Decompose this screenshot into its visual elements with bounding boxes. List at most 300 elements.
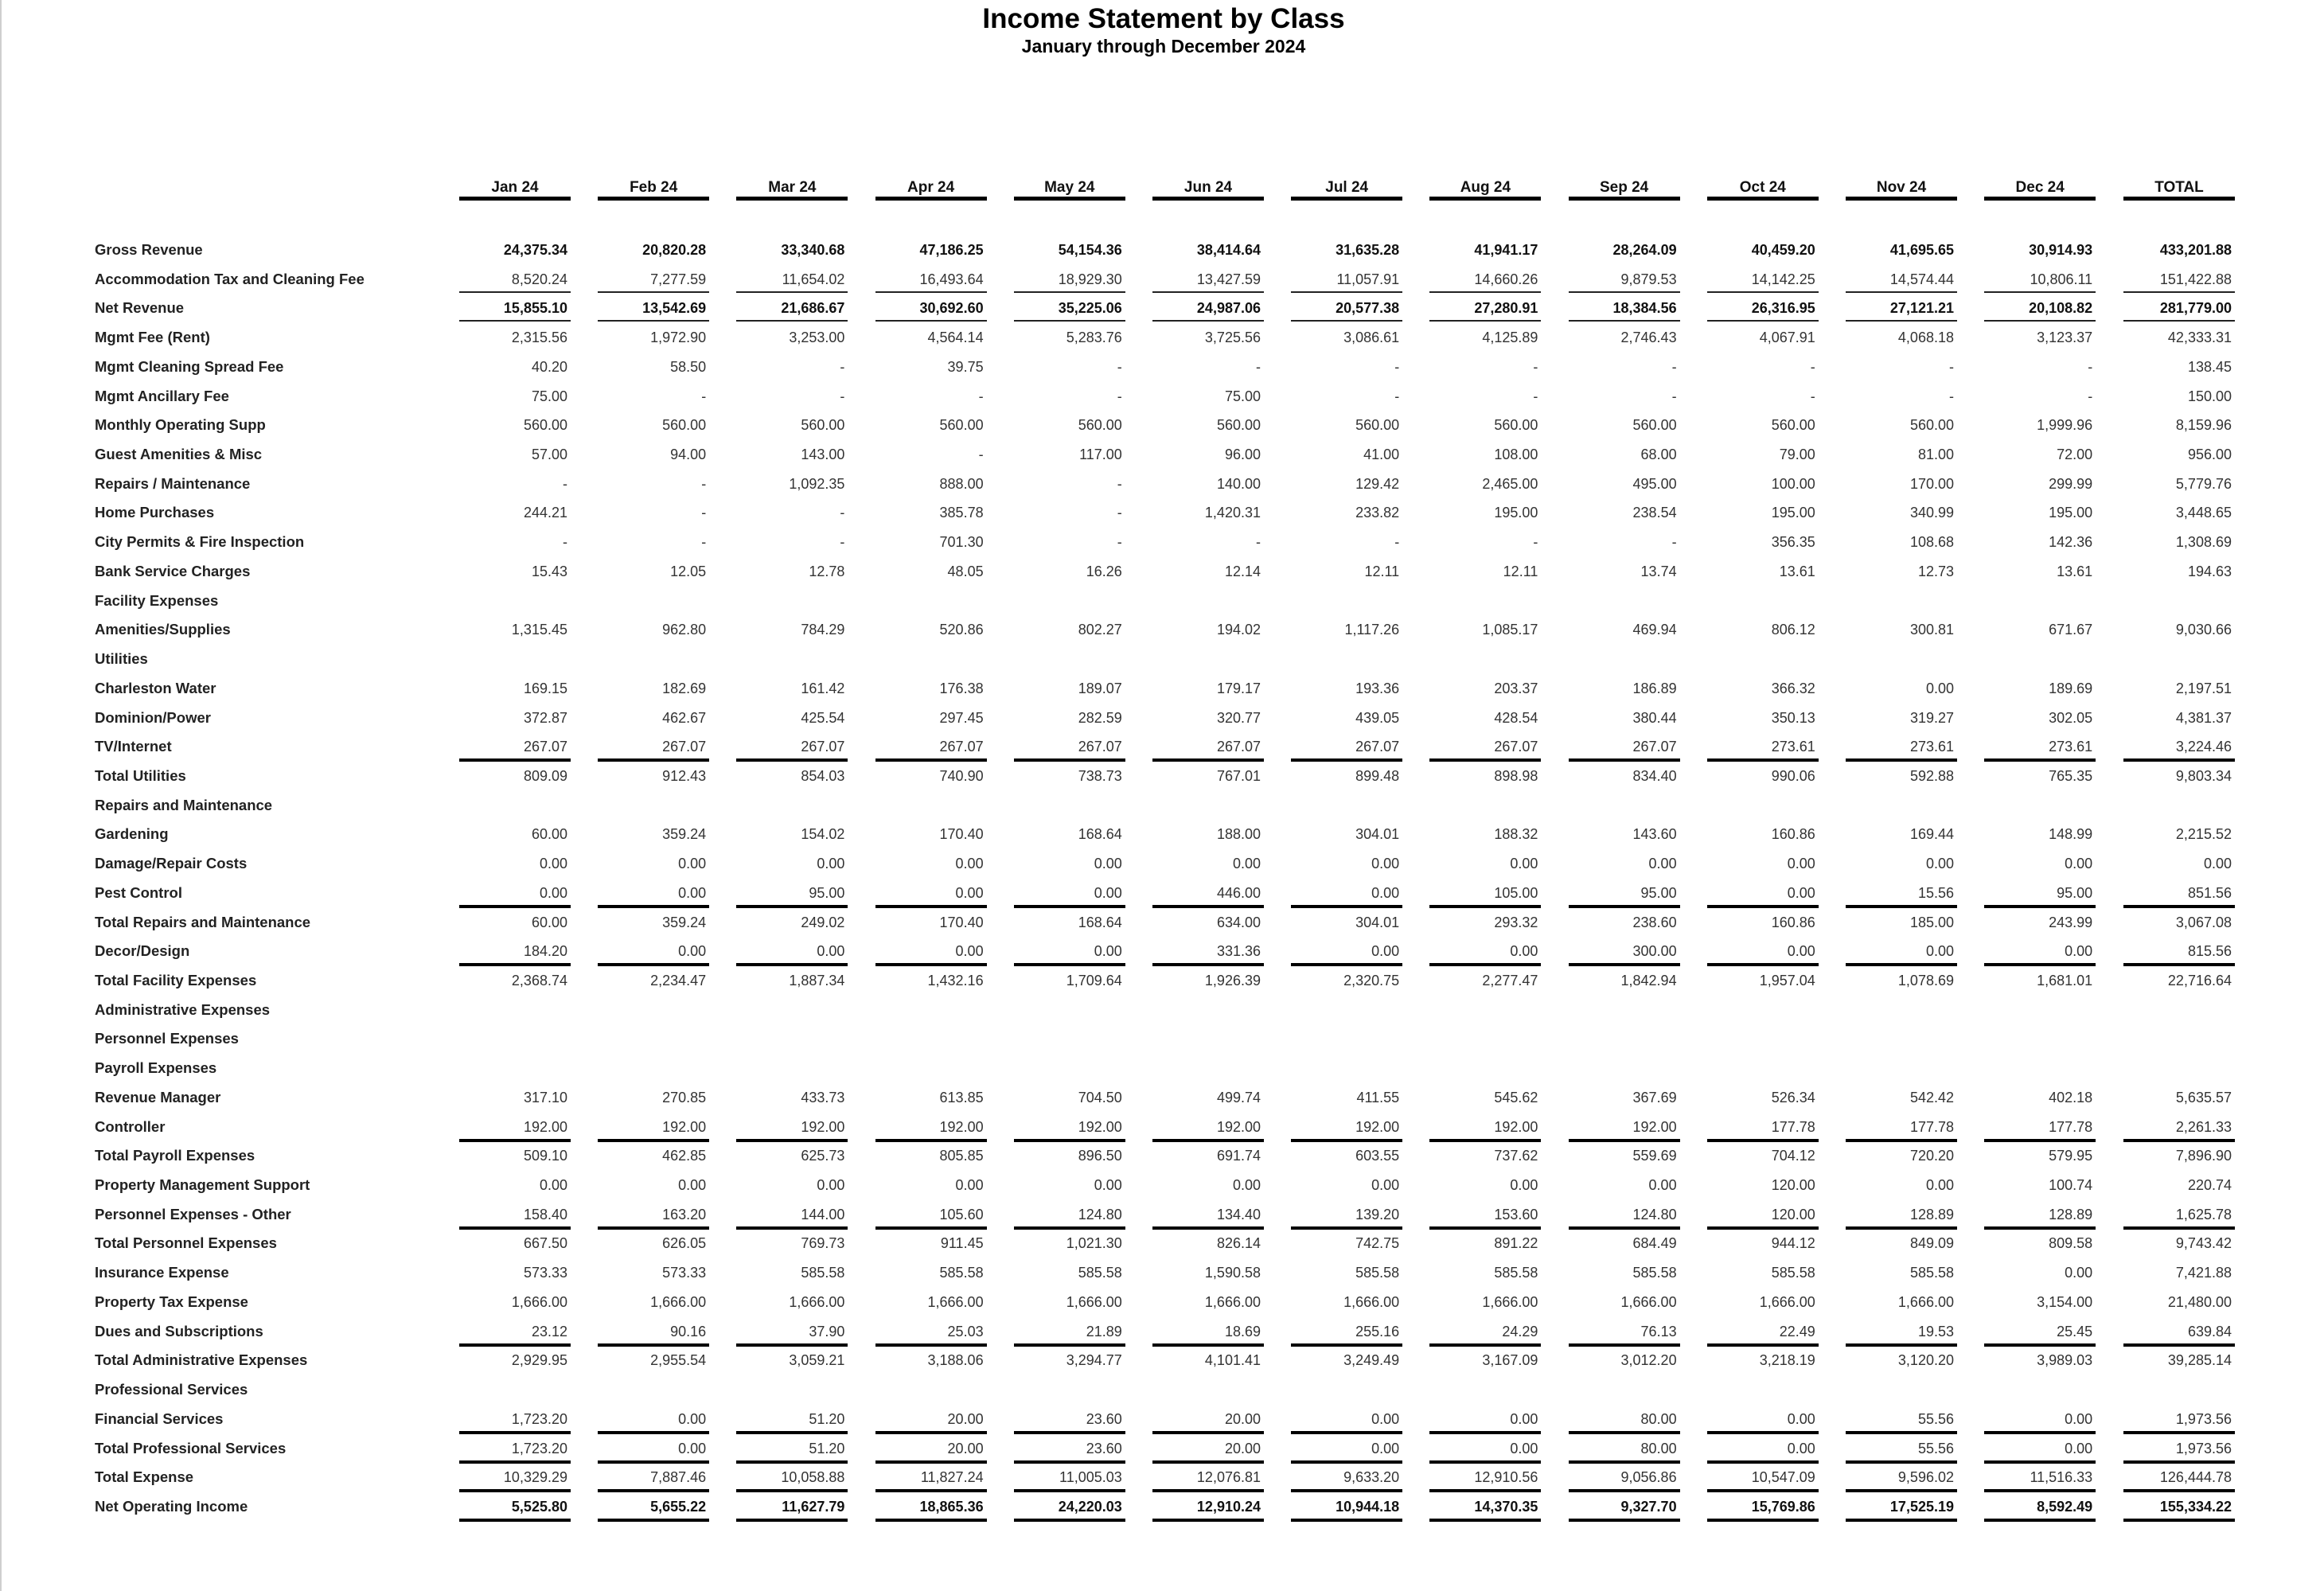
table-cell: 177.78 — [1909, 1118, 1954, 1135]
table-cell: 1,092.35 — [789, 475, 845, 492]
row-label: Repairs and Maintenance — [95, 796, 273, 813]
table-cell: 0.00 — [1787, 1440, 1815, 1456]
row-label: Total Repairs and Maintenance — [95, 913, 311, 930]
table-cell: 90.16 — [670, 1323, 707, 1339]
report-title: Income Statement by Class — [982, 3, 1345, 34]
table-cell: 195.00 — [2049, 505, 2093, 521]
table-cell: 76.13 — [1640, 1323, 1677, 1339]
table-cell: 20,820.28 — [642, 242, 707, 258]
table-cell: - — [1394, 534, 1400, 551]
table-cell: 11,005.03 — [1059, 1469, 1122, 1486]
table-cell: 0.00 — [1925, 680, 1954, 696]
table-cell: 27,121.21 — [1889, 300, 1954, 317]
table-cell: 304.01 — [1355, 826, 1400, 843]
table-cell: 273.61 — [1909, 739, 1954, 755]
table-cell: 765.35 — [2049, 767, 2093, 784]
table-cell: 192.00 — [1078, 1118, 1122, 1135]
column-header-apr-24: Apr 24 — [875, 177, 987, 201]
table-cell: - — [1533, 358, 1538, 375]
table-cell: 194.63 — [2187, 563, 2232, 579]
table-cell: - — [1394, 388, 1400, 404]
total-rule — [1984, 1226, 2096, 1230]
table-cell: 499.74 — [1216, 1089, 1261, 1106]
table-cell: - — [701, 505, 707, 521]
total-rule — [2123, 1343, 2235, 1347]
table-cell: 13,542.69 — [642, 300, 707, 317]
total-rule — [875, 291, 987, 293]
table-cell: 51.20 — [809, 1440, 845, 1456]
table-cell: 23.12 — [531, 1323, 567, 1339]
table-cell: 3,188.06 — [927, 1352, 984, 1369]
table-cell: 153.60 — [1494, 1206, 1538, 1222]
table-cell: 177.78 — [2049, 1118, 2093, 1135]
table-cell: 20,577.38 — [1336, 300, 1400, 317]
table-cell: 1,926.39 — [1204, 973, 1261, 989]
table-cell: 603.55 — [1355, 1148, 1400, 1164]
table-cell: 2,234.47 — [650, 973, 707, 989]
table-cell: 10,058.88 — [781, 1469, 845, 1486]
table-cell: 667.50 — [523, 1235, 567, 1252]
table-cell: 585.58 — [1771, 1265, 1815, 1281]
table-cell: 30,914.93 — [2029, 242, 2093, 258]
row-label: Accommodation Tax and Cleaning Fee — [95, 270, 365, 287]
table-cell: 26,316.95 — [1751, 300, 1815, 317]
table-cell: 193.36 — [1355, 680, 1400, 696]
table-cell: 12,910.24 — [1196, 1498, 1261, 1515]
total-rule — [1429, 758, 1541, 762]
table-cell: 95.00 — [2057, 884, 2093, 901]
total-rule — [1429, 1489, 1541, 1492]
table-cell: 281,779.00 — [2159, 300, 2232, 317]
table-cell: 40.20 — [531, 358, 567, 375]
table-cell: 20.00 — [1224, 1410, 1261, 1427]
table-cell: 0.00 — [1094, 884, 1122, 901]
total-rule — [1014, 1226, 1125, 1230]
total-rule — [1569, 1139, 1680, 1142]
table-cell: 3,224.46 — [2175, 739, 2232, 755]
table-cell: 462.67 — [662, 709, 707, 726]
table-cell: 7,896.90 — [2175, 1148, 2232, 1164]
table-cell: - — [1394, 358, 1400, 375]
table-cell: 912.43 — [662, 767, 707, 784]
total-rule — [459, 1343, 571, 1347]
table-cell: 2,746.43 — [1620, 330, 1677, 346]
table-cell: 293.32 — [1494, 914, 1538, 930]
table-cell: 1,709.64 — [1066, 973, 1122, 989]
table-cell: 0.00 — [1371, 1410, 1400, 1427]
total-rule — [1846, 1489, 1957, 1492]
table-cell: 47,186.25 — [919, 242, 984, 258]
table-cell: 560.00 — [662, 417, 707, 434]
row-label: TV/Internet — [95, 738, 172, 755]
row-label: Facility Expenses — [95, 591, 219, 609]
total-rule — [1846, 1460, 1957, 1464]
table-cell: 0.00 — [955, 884, 984, 901]
total-rule — [2123, 1460, 2235, 1464]
table-cell: 560.00 — [939, 417, 984, 434]
table-cell: - — [1256, 358, 1261, 375]
total-rule — [1707, 291, 1819, 293]
total-rule — [1707, 1519, 1819, 1522]
table-cell: 0.00 — [817, 943, 845, 960]
table-cell: 68.00 — [1640, 446, 1677, 463]
total-rule — [1152, 1489, 1264, 1492]
table-cell: - — [840, 534, 845, 551]
table-cell: 3,725.56 — [1204, 330, 1261, 346]
table-cell: 12.05 — [670, 563, 707, 579]
total-rule — [736, 320, 848, 322]
total-rule — [598, 1489, 709, 1492]
table-cell: 385.78 — [939, 505, 984, 521]
table-cell: 9,056.86 — [1620, 1469, 1677, 1486]
table-cell: 0.00 — [1925, 1177, 1954, 1194]
table-cell: 356.35 — [1771, 534, 1815, 551]
table-cell: 806.12 — [1771, 622, 1815, 638]
table-cell: 9,633.20 — [1343, 1469, 1400, 1486]
table-cell: 18,929.30 — [1058, 271, 1122, 287]
total-rule — [1291, 963, 1402, 966]
row-label: Total Utilities — [95, 766, 186, 784]
row-label: Net Revenue — [95, 299, 185, 317]
row-label: Total Payroll Expenses — [95, 1147, 255, 1164]
table-cell: 54,154.36 — [1058, 242, 1122, 258]
table-cell: 15.56 — [1917, 884, 1954, 901]
table-cell: 139.20 — [1355, 1206, 1400, 1222]
table-cell: 805.85 — [939, 1148, 984, 1164]
total-rule — [1984, 1460, 2096, 1464]
table-cell: 41,695.65 — [1889, 242, 1954, 258]
total-rule — [1152, 1519, 1264, 1522]
table-cell: 2,368.74 — [511, 973, 567, 989]
table-cell: 0.00 — [1371, 856, 1400, 872]
table-cell: 815.56 — [2187, 943, 2232, 960]
table-cell: 809.58 — [2049, 1235, 2093, 1252]
total-rule — [1429, 291, 1541, 293]
table-cell: 48.05 — [947, 563, 984, 579]
table-cell: 446.00 — [1216, 884, 1261, 901]
table-cell: 8,159.96 — [2175, 417, 2232, 434]
table-cell: 192.00 — [801, 1118, 845, 1135]
table-cell: 1,887.34 — [789, 973, 845, 989]
table-cell: 192.00 — [1355, 1118, 1400, 1135]
table-cell: 2,929.95 — [511, 1352, 567, 1369]
total-rule — [1984, 758, 2096, 762]
table-cell: 0.00 — [1648, 1177, 1677, 1194]
table-cell: 138.45 — [2187, 358, 2232, 375]
total-rule — [875, 1431, 987, 1434]
table-cell: 12.73 — [1917, 563, 1954, 579]
total-rule — [1846, 320, 1957, 322]
table-cell: 10,806.11 — [2030, 271, 2093, 287]
table-cell: 75.00 — [531, 388, 567, 404]
table-cell: 684.49 — [1632, 1235, 1677, 1252]
total-rule — [875, 1139, 987, 1142]
table-cell: 366.32 — [1771, 680, 1815, 696]
table-cell: 1,957.04 — [1759, 973, 1815, 989]
table-cell: 2,197.51 — [2175, 680, 2232, 696]
table-cell: 160.86 — [1771, 826, 1815, 843]
table-cell: 161.42 — [801, 680, 845, 696]
table-cell: 299.99 — [2049, 475, 2093, 492]
table-cell: 4,067.91 — [1759, 330, 1815, 346]
table-cell: 439.05 — [1355, 709, 1400, 726]
total-rule — [1707, 1431, 1819, 1434]
total-rule — [1984, 1489, 2096, 1492]
total-rule — [736, 1431, 848, 1434]
table-cell: 331.36 — [1216, 943, 1261, 960]
table-cell: 691.74 — [1216, 1148, 1261, 1164]
total-rule — [1291, 291, 1402, 293]
total-rule — [1707, 1226, 1819, 1230]
row-label: Total Personnel Expenses — [95, 1234, 277, 1252]
table-cell: 1,666.00 — [927, 1293, 984, 1310]
total-rule — [1846, 758, 1957, 762]
total-rule — [1291, 758, 1402, 762]
table-cell: 143.00 — [801, 446, 845, 463]
table-cell: 1,972.90 — [650, 330, 707, 346]
total-rule — [736, 1519, 848, 1522]
table-cell: 1,590.58 — [1204, 1265, 1261, 1281]
table-cell: 267.07 — [801, 739, 845, 755]
table-cell: 634.00 — [1216, 914, 1261, 930]
table-cell: 186.89 — [1632, 680, 1677, 696]
total-rule — [598, 1431, 709, 1434]
table-cell: 80.00 — [1640, 1440, 1677, 1456]
total-rule — [1569, 1431, 1680, 1434]
total-rule — [1984, 1343, 2096, 1347]
table-cell: - — [1117, 534, 1122, 551]
table-cell: 129.42 — [1355, 475, 1400, 492]
total-rule — [1014, 1489, 1125, 1492]
table-cell: 585.58 — [801, 1265, 845, 1281]
row-label: Damage/Repair Costs — [95, 855, 248, 872]
table-cell: 10,329.29 — [503, 1469, 567, 1486]
table-cell: - — [1533, 388, 1538, 404]
total-rule — [1569, 320, 1680, 322]
total-rule — [736, 291, 848, 293]
table-cell: 16,493.64 — [919, 271, 984, 287]
total-rule — [1569, 1519, 1680, 1522]
table-cell: 888.00 — [939, 475, 984, 492]
row-label: Total Expense — [95, 1468, 194, 1486]
table-cell: 899.48 — [1355, 767, 1400, 784]
table-cell: 0.00 — [1510, 1177, 1538, 1194]
table-cell: 151,422.88 — [2159, 271, 2232, 287]
total-rule — [1014, 963, 1125, 966]
total-rule — [1014, 1139, 1125, 1142]
table-cell: 0.00 — [2065, 856, 2093, 872]
table-cell: 0.00 — [1510, 1440, 1538, 1456]
total-rule — [1846, 963, 1957, 966]
table-cell: 194.02 — [1216, 622, 1261, 638]
total-rule — [2123, 1431, 2235, 1434]
total-rule — [875, 1519, 987, 1522]
row-label: Bank Service Charges — [95, 562, 251, 579]
table-cell: 8,520.24 — [511, 271, 567, 287]
total-rule — [1152, 905, 1264, 908]
table-cell: 105.00 — [1494, 884, 1538, 901]
total-rule — [1707, 758, 1819, 762]
table-cell: 911.45 — [940, 1235, 984, 1252]
table-cell: 0.00 — [678, 884, 707, 901]
total-rule — [1152, 1139, 1264, 1142]
table-cell: 255.16 — [1355, 1323, 1400, 1339]
table-cell: 55.56 — [1917, 1440, 1954, 1456]
table-cell: 182.69 — [662, 680, 707, 696]
table-cell: 802.27 — [1078, 622, 1122, 638]
table-cell: 282.59 — [1078, 709, 1122, 726]
table-cell: 105.60 — [939, 1206, 984, 1222]
table-cell: 560.00 — [1909, 417, 1954, 434]
table-cell: 108.68 — [1909, 534, 1954, 551]
table-cell: 100.74 — [2049, 1177, 2093, 1194]
table-cell: 203.37 — [1494, 680, 1538, 696]
table-cell: - — [563, 534, 567, 551]
table-cell: 851.56 — [2187, 884, 2232, 901]
table-cell: 1,666.00 — [1066, 1293, 1122, 1310]
table-cell: 5,283.76 — [1066, 330, 1122, 346]
column-header-oct-24: Oct 24 — [1707, 177, 1819, 201]
table-cell: 39.75 — [947, 358, 984, 375]
table-cell: 10,944.18 — [1336, 1498, 1400, 1515]
total-rule — [1014, 758, 1125, 762]
total-rule — [1569, 1343, 1680, 1347]
table-cell: 704.50 — [1078, 1089, 1122, 1106]
table-cell: 4,101.41 — [1204, 1352, 1261, 1369]
table-cell: - — [1117, 358, 1122, 375]
table-cell: 300.81 — [1909, 622, 1954, 638]
row-label: City Permits & Fire Inspection — [95, 533, 305, 551]
table-cell: 1,723.20 — [511, 1440, 567, 1456]
table-cell: 4,381.37 — [2175, 709, 2232, 726]
table-cell: 0.00 — [1510, 1410, 1538, 1427]
total-rule — [598, 1343, 709, 1347]
total-rule — [1152, 1431, 1264, 1434]
row-label: Home Purchases — [95, 504, 215, 521]
table-cell: 849.09 — [1909, 1235, 1954, 1252]
table-cell: 124.80 — [1078, 1206, 1122, 1222]
table-cell: 14,660.26 — [1474, 271, 1538, 287]
table-cell: 367.69 — [1632, 1089, 1677, 1106]
total-rule — [459, 1460, 571, 1464]
table-cell: - — [1533, 534, 1538, 551]
total-rule — [459, 1489, 571, 1492]
table-cell: - — [2088, 388, 2093, 404]
table-cell: 148.99 — [2049, 826, 2093, 843]
table-cell: 0.00 — [1094, 1177, 1122, 1194]
table-cell: 267.07 — [1216, 739, 1261, 755]
table-cell: 267.07 — [1632, 739, 1677, 755]
total-rule — [1984, 905, 2096, 908]
total-rule — [875, 1489, 987, 1492]
table-cell: 0.00 — [539, 884, 567, 901]
table-cell: 3,989.03 — [2037, 1352, 2093, 1369]
total-rule — [1291, 1519, 1402, 1522]
total-rule — [1846, 1431, 1957, 1434]
table-cell: 24,220.03 — [1058, 1498, 1122, 1515]
total-rule — [875, 320, 987, 322]
table-cell: 40,459.20 — [1751, 242, 1815, 258]
table-cell: 192.00 — [1632, 1118, 1677, 1135]
table-cell: 319.27 — [1909, 709, 1954, 726]
table-cell: 238.54 — [1632, 505, 1677, 521]
table-cell: 350.13 — [1771, 709, 1815, 726]
row-label: Dues and Subscriptions — [95, 1322, 263, 1339]
table-cell: 160.86 — [1771, 914, 1815, 930]
row-label: Payroll Expenses — [95, 1059, 217, 1077]
table-cell: 18.69 — [1224, 1323, 1261, 1339]
table-cell: 425.54 — [801, 709, 845, 726]
total-rule — [1429, 1460, 1541, 1464]
table-cell: 176.38 — [939, 680, 984, 696]
table-cell: 20.00 — [1224, 1440, 1261, 1456]
table-cell: 2,215.52 — [2175, 826, 2232, 843]
table-cell: 12.14 — [1224, 563, 1261, 579]
table-cell: 0.00 — [817, 856, 845, 872]
table-cell: 3,253.00 — [789, 330, 845, 346]
table-cell: 38,414.64 — [1196, 242, 1261, 258]
table-cell: 117.00 — [1079, 446, 1122, 463]
table-cell: 14,142.25 — [1751, 271, 1815, 287]
table-cell: 671.67 — [2049, 622, 2093, 638]
table-cell: 560.00 — [1494, 417, 1538, 434]
row-label: Revenue Manager — [95, 1088, 221, 1106]
table-cell: 22,716.64 — [2167, 973, 2232, 989]
total-rule — [1291, 1431, 1402, 1434]
total-rule — [736, 1226, 848, 1230]
total-rule — [1014, 1460, 1125, 1464]
table-cell: - — [1671, 534, 1677, 551]
total-rule — [1291, 1489, 1402, 1492]
total-rule — [459, 1139, 571, 1142]
column-header-may-24: May 24 — [1014, 177, 1125, 201]
table-cell: 2,465.00 — [1482, 475, 1538, 492]
table-cell: 3,012.20 — [1620, 1352, 1677, 1369]
table-cell: 944.12 — [1771, 1235, 1815, 1252]
table-cell: 1,085.17 — [1482, 622, 1538, 638]
total-rule — [1569, 291, 1680, 293]
table-cell: 124.80 — [1632, 1206, 1677, 1222]
table-cell: - — [2088, 358, 2093, 375]
table-cell: 28,264.09 — [1612, 242, 1677, 258]
total-rule — [459, 1431, 571, 1434]
table-cell: 639.84 — [2187, 1323, 2232, 1339]
total-rule — [1291, 1139, 1402, 1142]
table-cell: 126,444.78 — [2159, 1469, 2232, 1486]
table-cell: 0.00 — [539, 1177, 567, 1194]
table-cell: 0.00 — [1787, 856, 1815, 872]
table-cell: 1,315.45 — [511, 622, 567, 638]
total-rule — [1984, 963, 2096, 966]
table-cell: 267.07 — [523, 739, 567, 755]
column-header-total: TOTAL — [2123, 177, 2235, 201]
table-cell: 168.64 — [1078, 914, 1122, 930]
table-cell: 189.07 — [1078, 680, 1122, 696]
total-rule — [1291, 905, 1402, 908]
table-cell: 5,655.22 — [650, 1498, 707, 1515]
table-cell: 238.60 — [1632, 914, 1677, 930]
table-cell: 188.32 — [1494, 826, 1538, 843]
table-cell: 300.00 — [1632, 943, 1677, 960]
total-rule — [459, 291, 571, 293]
table-cell: 41,941.17 — [1474, 242, 1538, 258]
table-cell: 0.00 — [678, 856, 707, 872]
table-cell: 1,681.01 — [2037, 973, 2093, 989]
row-label: Dominion/Power — [95, 708, 211, 726]
table-cell: 22.49 — [1779, 1323, 1815, 1339]
table-cell: 740.90 — [939, 767, 984, 784]
column-header-sep-24: Sep 24 — [1569, 177, 1680, 201]
